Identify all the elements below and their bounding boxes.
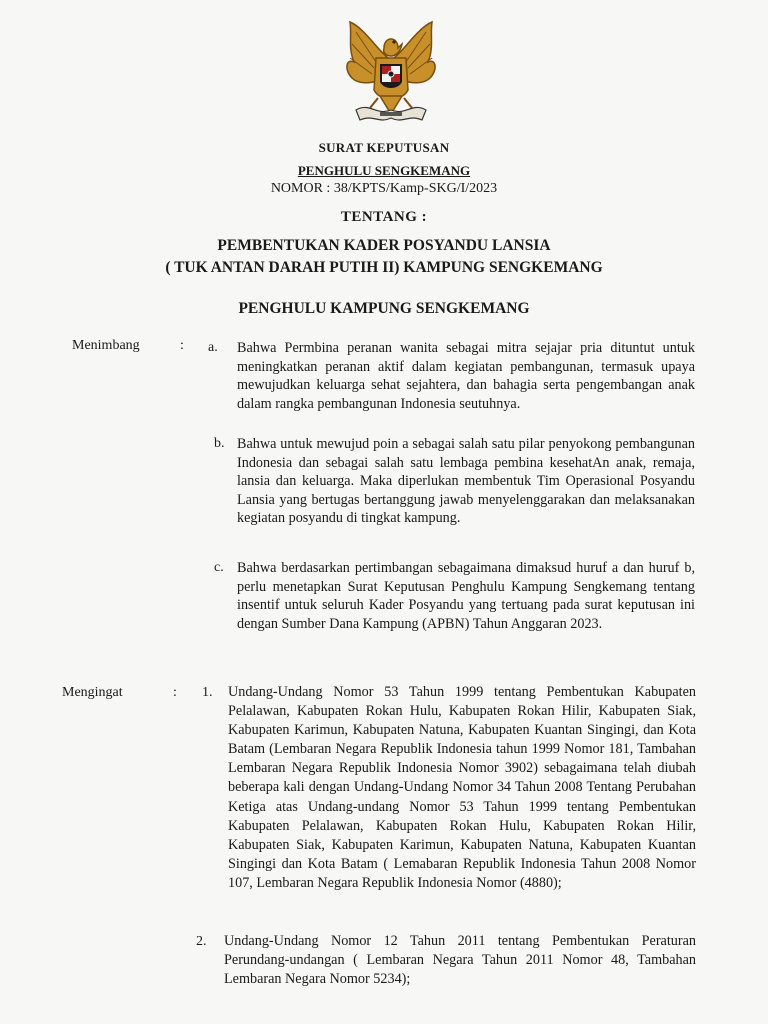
subject-line-2: ( TUK ANTAN DARAH PUTIH II) KAMPUNG SENGKEMANG [165, 259, 603, 276]
mengingat-colon: : [173, 685, 177, 700]
menimbang-mark-b: b. [214, 436, 225, 451]
garuda-emblem-icon [336, 18, 446, 126]
doc-number: NOMOR : 38/KPTS/Kamp-SKG/I/2023 [270, 181, 498, 196]
menimbang-item-c: Bahwa berdasarkan pertimbangan sebagaimana dimaksud huruf a dan huruf b, perlu menetapkan Surat Keputusan Penghulu Kampung Sengkemang tentang insentif untuk seluruh Kader Posyandu yang tertuang pada surat keputusan ini dengan Sumber Dana Kampung (APBN) Tahun Anggaran 2023. [237, 560, 695, 632]
menimbang-mark-a: a. [208, 340, 218, 355]
mengingat-mark-1: 1. [202, 685, 213, 700]
menimbang-label: Menimbang [72, 338, 140, 353]
menimbang-mark-c: c. [214, 560, 224, 575]
mengingat-mark-2: 2. [196, 934, 207, 949]
mengingat-item-2: Undang-Undang Nomor 12 Tahun 2011 tentang Pembentukan Peraturan Perundang-undangan ( Lembaran Negara Tahun 2011 Nomor 48, Tambahan Lembaran Negara Nomor 5234); [224, 933, 696, 988]
menimbang-item-b: Bahwa untuk mewujud poin a sebagai salah satu pilar penyokong pembangunan Indonesia dan sebagai salah satu lembaga pembina kesehatAn anak, remaja, lansia dan keluarga. Maka diperlukan membentuk Tim Operasional Posyandu Lansia yang bertugas bertanggung jawab menyelenggarakan dan melaksanakan kegiatan posyandu di tingkat kampung. [237, 436, 695, 527]
menimbang-colon: : [180, 338, 184, 353]
mengingat-label: Mengingat [62, 685, 123, 700]
subject-line-1: PEMBENTUKAN KADER POSYANDU LANSIA [217, 237, 551, 254]
issuer-title: PENGHULU SENGKEMANG [297, 163, 471, 178]
mengingat-item-1: Undang-Undang Nomor 53 Tahun 1999 tentang Pembentukan Kabupaten Pelalawan, Kabupaten Rokan Hulu, Kabupaten Rokan Hilir, Kabupaten Siak, Kabupaten Karimun, Kabupaten Natuna, Kabupaten Kuantan Singingi, dan Kota Batam (Lembaran Negara Republik Indonesia tahun 1999 Nomor 181, Tambahan Lembaran Negara Republik Indonesia Nomor 3902) sebagaimana telah diubah beberapa kali dengan Undang-Undang Nomor 34 Tahun 2008 Tentang Perubahan Ketiga atas Undang-undang Nomor 53 Tahun 1999 tentang Pembentukan Kabupaten Pelalawan, Kabupaten Rokan Hulu, Kabupaten Rokan Hilir, Kabupaten Siak, Kabupaten Karimun, Kabupaten Natuna, Kabupaten Kuantan Singingi dan Kota Batam ( Lemabaran Republik Indonesia Tahun 2008 Nomor 107, Lembaran Negara Republik Indonesia Nomor (4880); [228, 684, 696, 891]
doc-type-title: SURAT KEPUTUSAN [318, 140, 450, 155]
tentang-heading: TENTANG : [340, 209, 428, 225]
official-heading: PENGHULU KAMPUNG SENGKEMANG [238, 300, 530, 317]
menimbang-item-a: Bahwa Permbina peranan wanita sebagai mitra sejajar pria dituntut untuk meningkatkan peranan aktif dalam kegiatan pembangunan, termasuk upaya mewujudkan keluarga sehat sejahtera, dan bahagia serta pengembangan anak dalam rangka pembangunan Indonesia seutuhnya. [237, 340, 695, 412]
